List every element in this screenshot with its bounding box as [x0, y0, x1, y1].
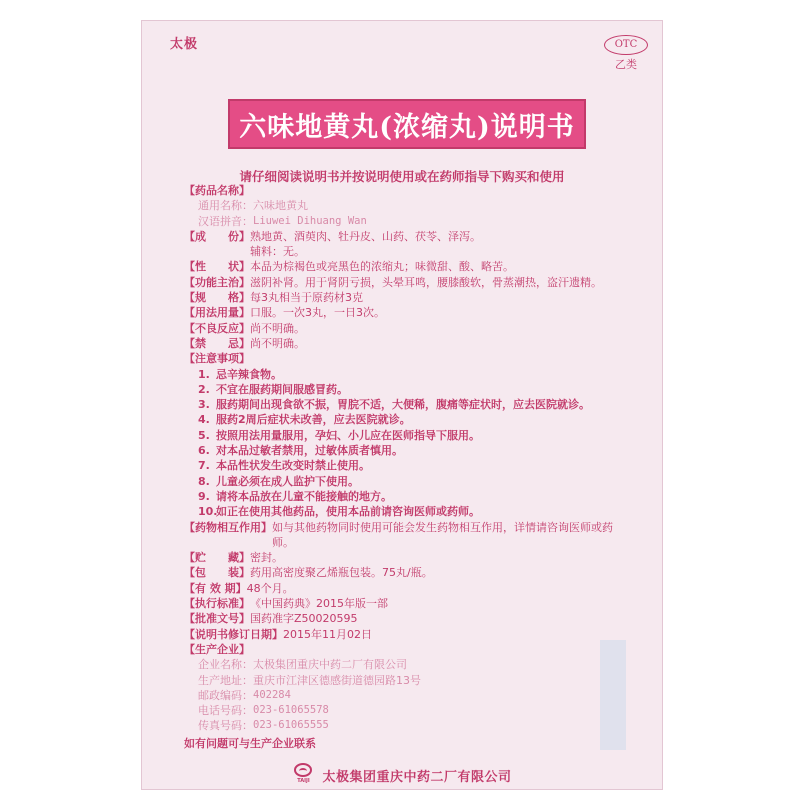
standard-value: 《中国药典》2015年版一部	[250, 597, 388, 611]
company-name-row	[184, 657, 632, 672]
contraindications-label: 【禁 忌】	[184, 336, 250, 350]
precautions-section	[184, 351, 632, 366]
list-item-text: 服药2周后症状未改善，应去医院就诊。	[216, 413, 411, 427]
drug-name-header: 【药品名称】	[184, 184, 250, 197]
ingredients-row	[184, 229, 632, 260]
package-value: 药用高密度聚乙烯瓶包装。75丸/瓶。	[250, 566, 433, 580]
approval-value: 国药准字Z50020595	[250, 612, 358, 626]
dosage-row	[184, 305, 632, 320]
revision-label: 【说明书修订日期】	[184, 627, 283, 641]
reading-notice: 请仔细阅读说明书并按说明使用或在药师指导下购买和使用	[239, 169, 565, 184]
list-item-number: 4.	[198, 413, 210, 427]
contraindications-value: 尚不明确。	[250, 336, 305, 350]
list-item-number: 7.	[198, 459, 210, 473]
address-row	[184, 673, 632, 688]
package-row	[184, 565, 632, 580]
interactions-label: 【药物相互作用】	[184, 520, 272, 534]
fax-row	[184, 718, 632, 733]
company-name-value: 太极集团重庆中药二厂有限公司	[253, 658, 407, 672]
list-item-number: 1.	[198, 367, 210, 381]
list-item-number: 8.	[198, 474, 210, 488]
list-item	[184, 367, 632, 382]
ingredients-value	[250, 229, 632, 260]
standard-row	[184, 596, 632, 611]
taiji-logo-icon	[292, 763, 314, 787]
dosage-label: 【用法用量】	[184, 306, 250, 320]
list-item-text: 不宜在服药期间服感冒药。	[216, 382, 348, 396]
list-item-text: 忌辛辣食物。	[216, 367, 282, 381]
list-item	[184, 489, 632, 504]
adverse-row	[184, 321, 632, 336]
postcode-label: 邮政编码：	[198, 688, 253, 702]
list-item-number: 3.	[198, 398, 210, 412]
instruction-leaflet	[141, 20, 663, 790]
indications-row	[184, 275, 632, 290]
approval-label: 【批准文号】	[184, 612, 250, 626]
manufacturer-section	[184, 642, 632, 657]
address-label: 生产地址：	[198, 673, 253, 687]
list-item-text: 儿童必须在成人监护下使用。	[216, 474, 359, 488]
fax-value: 023-61065555	[253, 719, 329, 732]
phone-row	[184, 703, 632, 718]
list-item-text: 服药期间出现食欲不振，胃脘不适，大便稀，腹痛等症状时，应去医院就诊。	[216, 398, 590, 412]
footer-company: 太极集团重庆中药二厂有限公司	[322, 769, 512, 785]
excipient-text: 辅料：无。	[250, 245, 305, 259]
page-title: 六味地黄丸(浓缩丸)说明书	[239, 111, 575, 143]
storage-label: 【贮 藏】	[184, 551, 250, 565]
appearance-row	[184, 259, 632, 274]
interactions-row	[184, 520, 632, 551]
specification-value: 每3丸相当于原药材3克	[250, 291, 363, 305]
indications-label: 【功能主治】	[184, 275, 250, 289]
otc-class: 乙类	[615, 58, 637, 71]
postcode-value: 402284	[253, 688, 291, 701]
package-label: 【包 装】	[184, 566, 250, 580]
pinyin-value: Liuwei Dihuang Wan	[253, 214, 367, 227]
otc-label: OTC	[604, 35, 648, 55]
list-item	[184, 428, 632, 443]
list-item-text: 对本品过敏者禁用，过敏体质者慎用。	[216, 444, 403, 458]
list-item-number: 2.	[198, 382, 210, 396]
pinyin-row	[184, 214, 632, 229]
footer	[142, 763, 662, 787]
logo-text: TAIJI	[297, 778, 310, 784]
title-banner	[228, 99, 586, 149]
adverse-value: 尚不明确。	[250, 321, 305, 335]
list-item	[184, 412, 632, 427]
list-item-text: 按照用法用量服用，孕妇、小儿应在医师指导下服用。	[216, 428, 480, 442]
revision-row	[184, 627, 632, 642]
common-name-row	[184, 198, 632, 213]
fax-label: 传真号码：	[198, 719, 253, 733]
validity-row	[184, 581, 632, 596]
storage-value: 密封。	[250, 551, 283, 565]
common-name-label: 通用名称：	[198, 199, 253, 213]
list-item	[184, 397, 632, 412]
precautions-list	[184, 367, 632, 520]
specification-label: 【规 格】	[184, 291, 250, 305]
brand-logo-text: 太极	[170, 37, 199, 52]
indications-value: 滋阴补肾。用于肾阴亏损，头晕耳鸣，腰膝酸软，骨蒸潮热，盗汗遗精。	[250, 275, 602, 289]
validity-label: 【有 效 期】	[184, 581, 247, 595]
pinyin-label: 汉语拼音：	[198, 214, 253, 228]
list-item-number: 5.	[198, 428, 210, 442]
list-item-text: 本品性状发生改变时禁止使用。	[216, 459, 370, 473]
appearance-label: 【性 状】	[184, 260, 250, 274]
logo-mark	[294, 763, 312, 777]
list-item	[184, 504, 632, 519]
contact-note: 如有问题可与生产企业联系	[184, 736, 316, 750]
ingredients-label: 【成 份】	[184, 229, 250, 243]
postcode-row	[184, 688, 632, 703]
list-item-number: 10.	[198, 505, 218, 519]
precautions-header: 【注意事项】	[184, 352, 250, 366]
validity-value: 48个月。	[246, 581, 294, 595]
list-item-text: 请将本品放在儿童不能接触的地方。	[216, 489, 392, 503]
appearance-value: 本品为棕褐色或亮黑色的浓缩丸；味微甜、酸、略苦。	[250, 260, 514, 274]
drug-name-section	[184, 183, 632, 198]
phone-value: 023-61065578	[253, 704, 329, 717]
list-item	[184, 474, 632, 489]
revision-value: 2015年11月02日	[283, 627, 372, 641]
list-item	[184, 382, 632, 397]
common-name-value: 六味地黄丸	[253, 199, 308, 213]
tape-strip	[600, 640, 626, 750]
list-item-number: 6.	[198, 444, 210, 458]
address-value: 重庆市江津区德感街道德园路13号	[253, 673, 421, 687]
otc-badge	[604, 35, 648, 72]
approval-row	[184, 611, 632, 626]
list-item	[184, 458, 632, 473]
standard-label: 【执行标准】	[184, 597, 250, 611]
list-item-text: 如正在使用其他药品，使用本品前请咨询医师或药师。	[216, 505, 480, 519]
list-item	[184, 443, 632, 458]
company-name-label: 企业名称：	[198, 658, 253, 672]
interactions-value: 如与其他药物同时使用可能会发生药物相互作用，详情请咨询医师或药师。	[272, 520, 613, 549]
specification-row	[184, 290, 632, 305]
list-item-number: 9.	[198, 489, 210, 503]
adverse-label: 【不良反应】	[184, 321, 250, 335]
manufacturer-header: 【生产企业】	[184, 642, 250, 656]
phone-label: 电话号码：	[198, 704, 253, 718]
leaflet-content	[184, 183, 632, 752]
contraindications-row	[184, 336, 632, 351]
ingredients-text: 熟地黄、酒萸肉、牡丹皮、山药、茯苓、泽泻。	[250, 229, 481, 243]
dosage-value: 口服。一次3丸，一日3次。	[250, 306, 385, 320]
storage-row	[184, 550, 632, 565]
